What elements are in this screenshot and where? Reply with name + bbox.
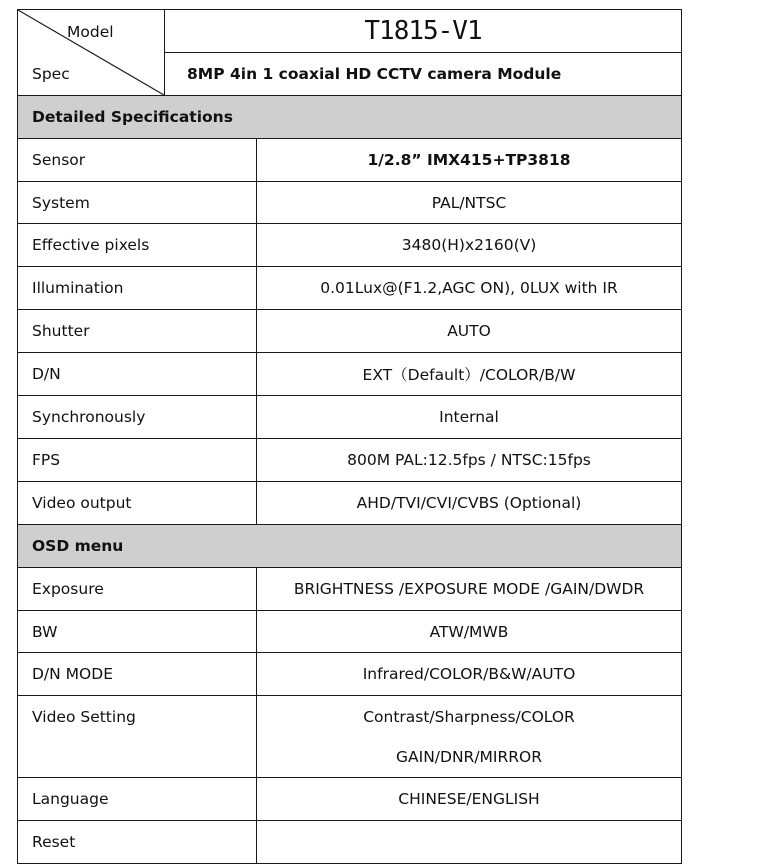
osd-value: ATW/MWB: [257, 611, 682, 653]
osd-value: CHINESE/ENGLISH: [257, 778, 682, 821]
section-detailed-specifications: [18, 96, 682, 139]
osd-name: Language: [18, 778, 257, 821]
table-row: [18, 267, 682, 310]
spec-name: Shutter: [18, 310, 257, 353]
product-name: 8MP 4in 1 coaxial HD CCTV camera Module: [165, 53, 682, 96]
table-row: [18, 482, 682, 525]
table-row: [18, 310, 682, 353]
spec-value: 0.01Lux@(F1.2,AGC ON), 0LUX with IR: [257, 267, 682, 310]
spec-name: Video output: [18, 482, 257, 525]
osd-value: BRIGHTNESS /EXPOSURE MODE /GAIN/DWDR: [257, 568, 682, 611]
osd-name: D/N MODE: [18, 653, 257, 696]
table-row: [18, 396, 682, 439]
osd-name: Reset: [18, 821, 257, 864]
table-row: [18, 611, 682, 653]
section-title: OSD menu: [18, 525, 682, 568]
spec-name: FPS: [18, 439, 257, 482]
table-row: [18, 353, 682, 396]
model-label: Model: [67, 23, 114, 41]
spec-name: Synchronously: [18, 396, 257, 439]
table-row: [18, 182, 682, 224]
osd-name: BW: [18, 611, 257, 653]
osd-name: Video Setting: [18, 696, 257, 778]
osd-value: [257, 821, 682, 864]
table-row: [18, 139, 682, 182]
spec-value: 800M PAL:12.5fps / NTSC:15fps: [257, 439, 682, 482]
spec-value: EXT（Default）/COLOR/B/W: [257, 353, 682, 396]
section-osd-menu: [18, 525, 682, 568]
osd-value-line: Contrast/Sharpness/COLOR: [363, 707, 575, 726]
spec-value: 1/2.8” IMX415+TP3818: [257, 139, 682, 182]
table-row: [18, 653, 682, 696]
spec-value: AUTO: [257, 310, 682, 353]
spec-name: Effective pixels: [18, 224, 257, 267]
osd-value: Infrared/COLOR/B&W/AUTO: [257, 653, 682, 696]
header-row-model: [18, 10, 682, 53]
model-name: T1815-V1: [165, 10, 682, 53]
spec-name: System: [18, 182, 257, 224]
section-title: Detailed Specifications: [18, 96, 682, 139]
table-row: [18, 439, 682, 482]
spec-value: Internal: [257, 396, 682, 439]
table-row: [18, 568, 682, 611]
table-row: [18, 696, 682, 778]
osd-value: [257, 696, 682, 778]
spec-table: [17, 9, 682, 864]
table-row: [18, 224, 682, 267]
diagonal-header-cell: [18, 10, 165, 96]
spec-label: Spec: [32, 65, 70, 83]
table-row: [18, 778, 682, 821]
spec-name: D/N: [18, 353, 257, 396]
spec-value: AHD/TVI/CVI/CVBS (Optional): [257, 482, 682, 525]
osd-name: Exposure: [18, 568, 257, 611]
spec-value: 3480(H)x2160(V): [257, 224, 682, 267]
table-row: [18, 821, 682, 864]
spec-value: PAL/NTSC: [257, 182, 682, 224]
spec-name: Illumination: [18, 267, 257, 310]
spec-name: Sensor: [18, 139, 257, 182]
osd-value-line: GAIN/DNR/MIRROR: [396, 747, 542, 766]
